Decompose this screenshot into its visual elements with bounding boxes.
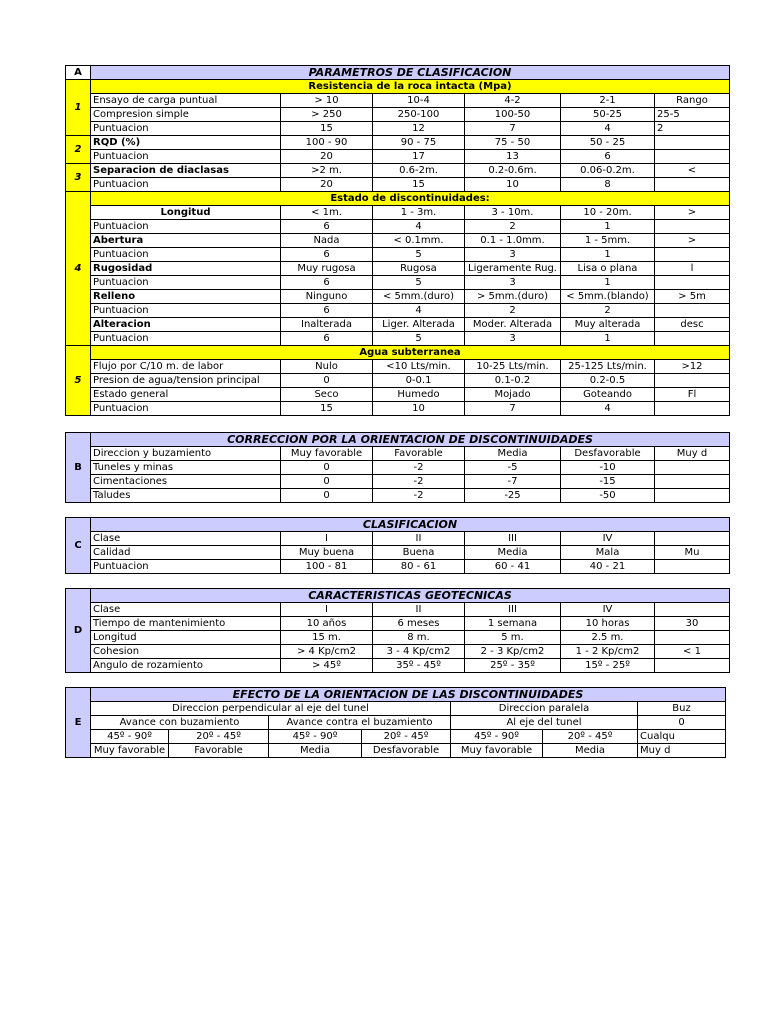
table-row	[66, 304, 730, 318]
table-cell: 25-5	[655, 108, 730, 122]
table-row	[66, 489, 730, 503]
table-cell: 100-50	[465, 108, 561, 122]
table-cell: Muy buena	[281, 546, 373, 560]
table-row	[66, 402, 730, 416]
param3-number: 3	[66, 164, 91, 192]
row-label: Compresion simple	[91, 108, 281, 122]
table-cell: 5	[373, 276, 465, 290]
table-cell	[655, 220, 730, 234]
header-al-eje: Al eje del tunel	[451, 716, 638, 730]
table-cell: 10	[465, 178, 561, 192]
table-cell: 5 m.	[465, 631, 561, 645]
table-cell: II	[373, 603, 465, 617]
table-row	[66, 164, 730, 178]
block-a-parametros	[65, 65, 730, 416]
table-cell: 1	[561, 220, 655, 234]
table-cell: Fl	[655, 388, 730, 402]
table-cell: 35º - 45º	[373, 659, 465, 673]
table-row	[66, 617, 730, 631]
table-cell: 4	[373, 220, 465, 234]
table-cell: Muy d	[638, 744, 726, 758]
block-e-title: EFECTO DE LA ORIENTACION DE LAS DISCONTINUIDADES	[91, 688, 726, 702]
block-a-title: PARAMETROS DE CLASIFICACION	[91, 66, 730, 80]
table-cell: Muy favorable	[91, 744, 169, 758]
table-cell: 0.1-0.2	[465, 374, 561, 388]
table-cell: Media	[465, 546, 561, 560]
header-paralela: Direccion paralela	[451, 702, 638, 716]
table-cell: > 250	[281, 108, 373, 122]
table-row	[66, 702, 726, 716]
table-cell: 10-25 Lts/min.	[465, 360, 561, 374]
table-cell: Favorable	[373, 447, 465, 461]
table-cell: Rango	[655, 94, 730, 108]
table-cell: 6	[281, 304, 373, 318]
table-cell: < 0.1mm.	[373, 234, 465, 248]
table-cell: Nada	[281, 234, 373, 248]
table-cell: Mala	[561, 546, 655, 560]
row-label: Cimentaciones	[91, 475, 281, 489]
block-b-title-row	[66, 433, 730, 447]
param5-header-row	[66, 346, 730, 360]
header-buzamiento: Buz	[638, 702, 726, 716]
param5-header: Agua subterranea	[91, 346, 730, 360]
table-cell: 0	[281, 475, 373, 489]
row-label: Separacion de diaclasas	[91, 164, 281, 178]
table-cell: 45º - 90º	[451, 730, 543, 744]
table-row	[66, 659, 730, 673]
table-cell: 2.5 m.	[561, 631, 655, 645]
table-cell: Muy favorable	[451, 744, 543, 758]
table-cell: -7	[465, 475, 561, 489]
row-label: Longitud	[91, 206, 281, 220]
table-row	[66, 94, 730, 108]
row-label: Alteracion	[91, 318, 281, 332]
table-cell: Humedo	[373, 388, 465, 402]
table-cell: 2 - 3 Kp/cm2	[465, 645, 561, 659]
block-c-clasificacion	[65, 517, 730, 574]
table-cell: 4	[561, 122, 655, 136]
table-row	[66, 318, 730, 332]
block-d-letter: D	[66, 589, 91, 673]
table-cell	[655, 150, 730, 164]
table-row	[66, 388, 730, 402]
row-label: Clase	[91, 532, 281, 546]
table-cell: III	[465, 603, 561, 617]
row-label: Puntuacion	[91, 304, 281, 318]
table-cell: desc	[655, 318, 730, 332]
table-cell: 6	[561, 150, 655, 164]
block-c-letter: C	[66, 518, 91, 574]
row-label: Puntuacion	[91, 248, 281, 262]
table-row	[66, 716, 726, 730]
table-row	[66, 332, 730, 346]
row-label: Cohesion	[91, 645, 281, 659]
block-a-title-row	[66, 66, 730, 80]
table-cell: < 1m.	[281, 206, 373, 220]
param2-number: 2	[66, 136, 91, 164]
table-row	[66, 206, 730, 220]
table-cell: 80 - 61	[373, 560, 465, 574]
table-row	[66, 248, 730, 262]
table-cell: >	[655, 234, 730, 248]
table-cell: Ninguno	[281, 290, 373, 304]
block-a-letter: A	[66, 66, 91, 80]
table-cell: Media	[543, 744, 638, 758]
row-label: Puntuacion	[91, 122, 281, 136]
param1-number: 1	[66, 80, 91, 136]
param1-header: Resistencia de la roca intacta (Mpa)	[91, 80, 730, 94]
table-cell: 2	[465, 220, 561, 234]
row-label: Puntuacion	[91, 150, 281, 164]
table-row	[66, 136, 730, 150]
table-cell	[655, 178, 730, 192]
row-label: Presion de agua/tension principal	[91, 374, 281, 388]
param1-header-row	[66, 80, 730, 94]
table-row	[66, 360, 730, 374]
table-cell	[655, 276, 730, 290]
table-cell: < 1	[655, 645, 730, 659]
table-cell: 0.2-0.6m.	[465, 164, 561, 178]
block-d-title: CARACTERISTICAS GEOTECNICAS	[91, 589, 730, 603]
row-label: Clase	[91, 603, 281, 617]
table-cell: > 4 Kp/cm2	[281, 645, 373, 659]
table-cell: 13	[465, 150, 561, 164]
table-cell: 10	[373, 402, 465, 416]
table-row	[66, 262, 730, 276]
table-cell: 20	[281, 150, 373, 164]
table-cell	[655, 332, 730, 346]
table-cell	[655, 603, 730, 617]
table-cell: 10 horas	[561, 617, 655, 631]
table-row	[66, 645, 730, 659]
table-cell: 30	[655, 617, 730, 631]
table-cell: -25	[465, 489, 561, 503]
table-cell: -10	[561, 461, 655, 475]
table-row	[66, 178, 730, 192]
row-label: RQD (%)	[91, 136, 281, 150]
table-cell: 3	[465, 332, 561, 346]
table-cell: Muy alterada	[561, 318, 655, 332]
table-cell: 250-100	[373, 108, 465, 122]
table-cell: Seco	[281, 388, 373, 402]
table-cell: 4-2	[465, 94, 561, 108]
table-cell: -15	[561, 475, 655, 489]
table-cell: I	[281, 532, 373, 546]
row-label: Abertura	[91, 234, 281, 248]
table-cell: Desfavorable	[362, 744, 451, 758]
table-cell: 0	[281, 461, 373, 475]
table-cell: 2	[465, 304, 561, 318]
table-cell: 2	[655, 122, 730, 136]
row-label: Puntuacion	[91, 276, 281, 290]
table-cell: 1	[561, 248, 655, 262]
header-perpendicular: Direccion perpendicular al eje del tunel	[91, 702, 451, 716]
block-b-title: CORRECCION POR LA ORIENTACION DE DISCONTINUIDADES	[91, 433, 730, 447]
row-label: Relleno	[91, 290, 281, 304]
block-e-letter: E	[66, 688, 91, 758]
table-cell: 45º - 90º	[269, 730, 362, 744]
table-row	[66, 461, 730, 475]
table-cell: 0.6-2m.	[373, 164, 465, 178]
table-cell: 2	[561, 304, 655, 318]
table-cell: 40 - 21	[561, 560, 655, 574]
table-cell: 0	[281, 374, 373, 388]
table-cell: 60 - 41	[465, 560, 561, 574]
table-cell: 6	[281, 248, 373, 262]
table-cell: 4	[561, 402, 655, 416]
table-cell: l	[655, 262, 730, 276]
table-cell: 2-1	[561, 94, 655, 108]
table-cell: 50 - 25	[561, 136, 655, 150]
header-avance-con: Avance con buzamiento	[91, 716, 269, 730]
table-cell: <10 Lts/min.	[373, 360, 465, 374]
row-label: Calidad	[91, 546, 281, 560]
row-label: Puntuacion	[91, 402, 281, 416]
table-cell: 15º - 25º	[561, 659, 655, 673]
table-cell	[655, 475, 730, 489]
table-cell: 100 - 90	[281, 136, 373, 150]
table-row	[66, 290, 730, 304]
table-cell	[655, 659, 730, 673]
table-cell: Inalterada	[281, 318, 373, 332]
row-label: Flujo por C/10 m. de labor	[91, 360, 281, 374]
table-row	[66, 447, 730, 461]
table-cell: 25º - 35º	[465, 659, 561, 673]
table-cell: Desfavorable	[561, 447, 655, 461]
table-cell	[655, 532, 730, 546]
table-cell	[655, 304, 730, 318]
table-cell: Mojado	[465, 388, 561, 402]
table-cell	[655, 374, 730, 388]
table-cell: 6	[281, 220, 373, 234]
table-cell: 20	[281, 178, 373, 192]
table-cell: -2	[373, 475, 465, 489]
table-cell: 0.1 - 1.0mm.	[465, 234, 561, 248]
table-cell: 17	[373, 150, 465, 164]
block-e-efecto	[65, 687, 726, 758]
table-cell: -5	[465, 461, 561, 475]
table-row	[66, 234, 730, 248]
table-cell: 7	[465, 402, 561, 416]
table-cell	[655, 248, 730, 262]
table-cell: Muy rugosa	[281, 262, 373, 276]
table-cell: 1 - 5mm.	[561, 234, 655, 248]
table-cell: 1 semana	[465, 617, 561, 631]
table-cell	[655, 136, 730, 150]
table-cell: -2	[373, 461, 465, 475]
table-cell: 5	[373, 332, 465, 346]
table-cell: Mu	[655, 546, 730, 560]
row-label: Direccion y buzamiento	[91, 447, 281, 461]
table-cell: -50	[561, 489, 655, 503]
table-cell: IV	[561, 532, 655, 546]
table-cell: -2	[373, 489, 465, 503]
table-row	[66, 631, 730, 645]
table-row	[66, 374, 730, 388]
table-cell: 10 - 20m.	[561, 206, 655, 220]
table-row	[66, 546, 730, 560]
table-cell: III	[465, 532, 561, 546]
table-cell: 15	[373, 178, 465, 192]
table-cell: 20º - 45º	[543, 730, 638, 744]
row-label: Ensayo de carga puntual	[91, 94, 281, 108]
table-cell: 10-4	[373, 94, 465, 108]
table-cell: Ligeramente Rug.	[465, 262, 561, 276]
header-avance-contra: Avance contra el buzamiento	[269, 716, 451, 730]
table-cell: 15 m.	[281, 631, 373, 645]
table-cell	[655, 461, 730, 475]
param4-header: Estado de discontinuidades:	[91, 192, 730, 206]
table-cell: 75 - 50	[465, 136, 561, 150]
row-label: Tuneles y minas	[91, 461, 281, 475]
param5-number: 5	[66, 346, 91, 416]
row-label: Taludes	[91, 489, 281, 503]
param4-header-row	[66, 192, 730, 206]
table-cell: 6	[281, 276, 373, 290]
table-row	[66, 108, 730, 122]
table-cell: 8 m.	[373, 631, 465, 645]
table-cell: Cualqu	[638, 730, 726, 744]
table-row	[66, 150, 730, 164]
table-cell	[655, 489, 730, 503]
table-cell: 15	[281, 122, 373, 136]
table-cell: > 45º	[281, 659, 373, 673]
table-cell: 1	[561, 276, 655, 290]
table-cell: >	[655, 206, 730, 220]
table-row	[66, 560, 730, 574]
table-cell: 3 - 10m.	[465, 206, 561, 220]
table-cell: 6 meses	[373, 617, 465, 631]
table-cell: 20º - 45º	[169, 730, 269, 744]
block-b-correccion	[65, 432, 730, 503]
table-cell: 100 - 81	[281, 560, 373, 574]
table-cell: 0-0.1	[373, 374, 465, 388]
table-cell: >12	[655, 360, 730, 374]
row-label: Longitud	[91, 631, 281, 645]
row-label: Rugosidad	[91, 262, 281, 276]
table-cell: Goteando	[561, 388, 655, 402]
row-label: Puntuacion	[91, 560, 281, 574]
table-cell: < 5mm.(duro)	[373, 290, 465, 304]
table-cell: 90 - 75	[373, 136, 465, 150]
table-row	[66, 532, 730, 546]
table-cell: Rugosa	[373, 262, 465, 276]
table-cell: 1 - 3m.	[373, 206, 465, 220]
table-row	[66, 730, 726, 744]
table-cell: 0	[281, 489, 373, 503]
table-row	[66, 276, 730, 290]
table-cell: 45º - 90º	[91, 730, 169, 744]
block-d-title-row	[66, 589, 730, 603]
table-cell: Favorable	[169, 744, 269, 758]
row-label: Estado general	[91, 388, 281, 402]
row-label: Tiempo de mantenimiento	[91, 617, 281, 631]
row-label: Puntuacion	[91, 332, 281, 346]
table-cell: > 10	[281, 94, 373, 108]
table-cell: 1	[561, 332, 655, 346]
block-e-title-row	[66, 688, 726, 702]
param4-number: 4	[66, 192, 91, 346]
table-cell: Liger. Alterada	[373, 318, 465, 332]
table-cell: 0	[638, 716, 726, 730]
table-cell: IV	[561, 603, 655, 617]
block-d-caracteristicas	[65, 588, 730, 673]
row-label: Puntuacion	[91, 220, 281, 234]
table-cell: Nulo	[281, 360, 373, 374]
table-cell: 25-125 Lts/min.	[561, 360, 655, 374]
table-cell: > 5mm.(duro)	[465, 290, 561, 304]
table-cell: Muy favorable	[281, 447, 373, 461]
table-cell: < 5mm.(blando)	[561, 290, 655, 304]
table-cell	[655, 402, 730, 416]
table-cell: 15	[281, 402, 373, 416]
table-cell: Media	[269, 744, 362, 758]
table-cell: I	[281, 603, 373, 617]
table-cell: 3 - 4 Kp/cm2	[373, 645, 465, 659]
table-cell: II	[373, 532, 465, 546]
table-cell: 20º - 45º	[362, 730, 451, 744]
table-cell: Buena	[373, 546, 465, 560]
table-cell: Lisa o plana	[561, 262, 655, 276]
block-b-letter: B	[66, 433, 91, 503]
table-cell: Moder. Alterada	[465, 318, 561, 332]
table-cell: 0.2-0.5	[561, 374, 655, 388]
table-cell: 0.06-0.2m.	[561, 164, 655, 178]
table-cell: >2 m.	[281, 164, 373, 178]
table-cell: 5	[373, 248, 465, 262]
table-cell: 1 - 2 Kp/cm2	[561, 645, 655, 659]
table-cell: 10 años	[281, 617, 373, 631]
table-cell: > 5m	[655, 290, 730, 304]
table-cell	[655, 631, 730, 645]
table-cell: 4	[373, 304, 465, 318]
table-row	[66, 475, 730, 489]
row-label: Angulo de rozamiento	[91, 659, 281, 673]
table-cell	[655, 560, 730, 574]
table-cell: 3	[465, 276, 561, 290]
table-cell: 3	[465, 248, 561, 262]
table-cell: 12	[373, 122, 465, 136]
table-cell: 7	[465, 122, 561, 136]
block-c-title: CLASIFICACION	[91, 518, 730, 532]
table-cell: Media	[465, 447, 561, 461]
table-row	[66, 603, 730, 617]
table-row	[66, 220, 730, 234]
block-c-title-row	[66, 518, 730, 532]
table-row	[66, 122, 730, 136]
table-cell: 8	[561, 178, 655, 192]
table-cell: <	[655, 164, 730, 178]
table-cell: 6	[281, 332, 373, 346]
table-cell: Muy d	[655, 447, 730, 461]
table-cell: 50-25	[561, 108, 655, 122]
row-label: Puntuacion	[91, 178, 281, 192]
table-row	[66, 744, 726, 758]
